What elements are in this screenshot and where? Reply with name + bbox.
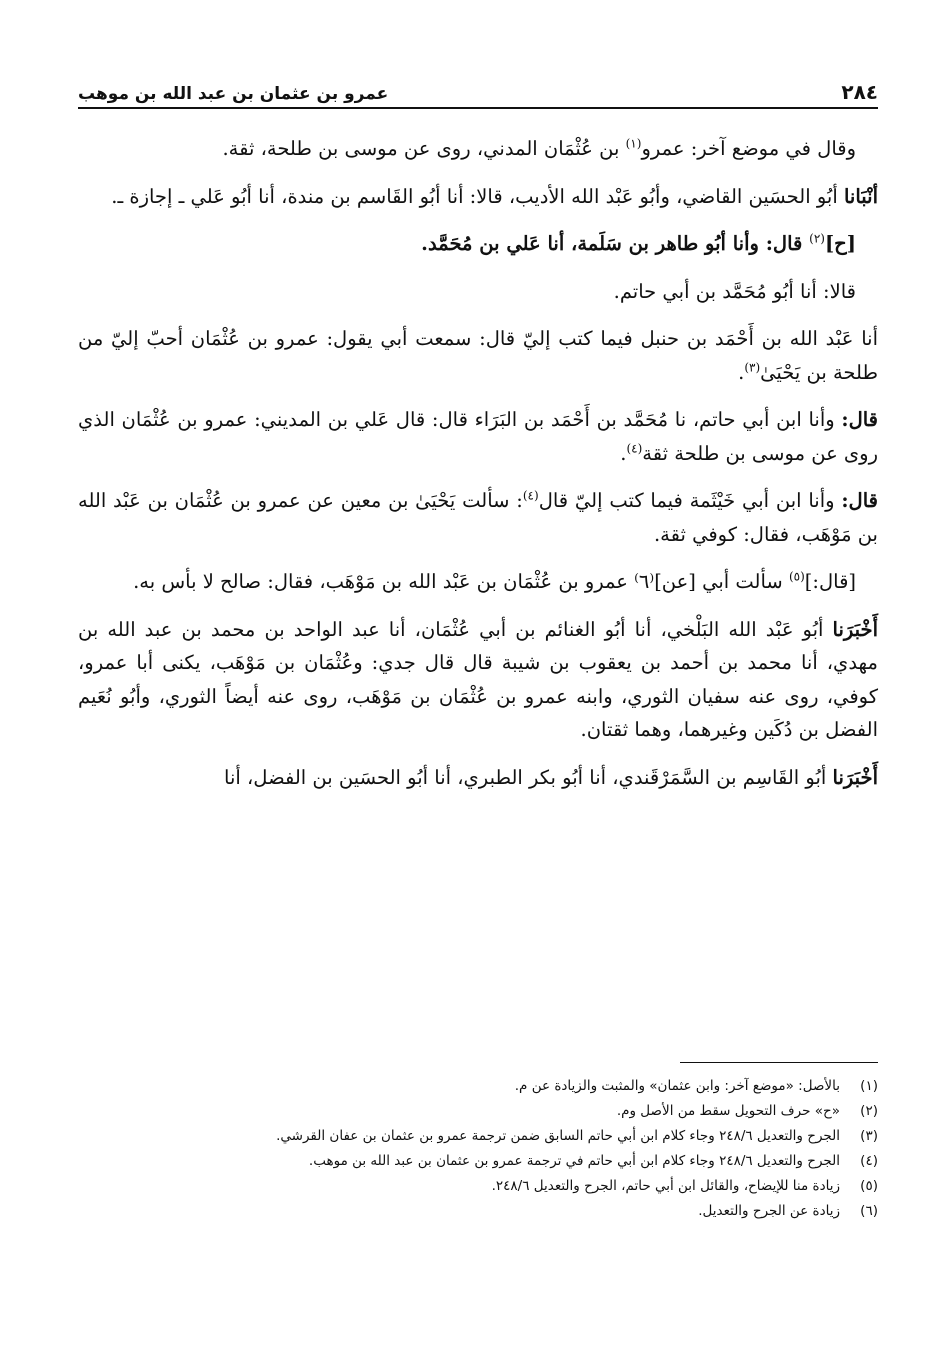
footnotes [78,1074,878,1224]
paragraph [78,761,878,795]
paragraph-tail: . [620,441,627,465]
footnote [78,1174,878,1199]
paragraph-text: وقال في موضع آخر: عمرو [641,137,856,160]
paragraph-tail: قال: وأنا أبُو طاهر بن سَلَمة، أنا عَلي بن مُحَمَّد. [421,232,810,255]
paragraph-text: أنا عَبْد الله بن أَحْمَد بن حنبل فيما كتب إليّ قال: سمعت أبي يقول: عمرو بن عُثْمَان أحبّ إليّ من طلحة بن يَحْيَىٰ [78,327,878,384]
footnote [78,1149,878,1174]
footnote-text: الجرح والتعديل ٢٤٨/٦ وجاء كلام ابن أبي حاتم في ترجمة عمرو بن عثمان بن عبد الله بن موهب. [308,1153,840,1169]
footnote-number: (٢) [860,1103,878,1119]
footnote-marker: (٤) [522,488,539,503]
running-title: عمرو بن عثمان بن عبد الله بن موهب [78,84,389,104]
paragraph-tail: : سألت يَحْيَىٰ بن معين عن عمرو بن عُثْمَان بن عَبْد الله بن مَوْهَب، فقال: كوفي ثقة. [78,489,878,546]
header-divider [78,107,878,109]
footnote-number: (٥) [860,1178,878,1194]
footnote-text: بالأصل: «موضع آخر: وابن عثمان» والمثبت والزيادة عن م. [514,1078,840,1094]
footnote-marker: (٣) [744,360,761,374]
footnote-marker: (٥) [788,569,805,584]
footnote-marker: (٢) [809,231,825,246]
paragraph-text: قالا: أنا أبُو مُحَمَّد بن أبي حاتم. [613,279,856,303]
paragraph [78,227,878,261]
footnote-divider [680,1062,878,1063]
paragraph [78,132,878,166]
footnote-marker: (٤) [626,441,643,455]
paragraph-tail: . [738,360,745,384]
footnote-number: (٤) [860,1153,878,1169]
footnote-text: زيادة عن الجرح والتعديل. [698,1203,840,1219]
paragraph-lead: قال: [841,489,878,512]
paragraph-text: أبُو عَبْد الله البَلْخي، أنا أبُو الغنائم بن أبي عُثْمَان، أنا عبد الواحد بن محمد بن عبد الله بن مهدي، أنا محمد بن أحمد بن يعقوب بن شيبة قال قال جدي: وعُثْمَان بن مَوْهَب، يكنى أبا عمرو، كوفي، روى عنه سفيان الثوري، وابنه عمرو بن عُثْمَان بن مَوْهَب، روى عنه أيضاً الثوري، وأبُو نُعَيم الفضل بن دُكَين وغيرهما، وهما ثقتان. [78,617,878,741]
paragraph-text: أبُو الحسَين القاضي، وأبُو عَبْد الله الأديب، قالا: أنا أبُو القَاسم بن مندة، أنا أبُو عَلي ـ إجازة ـ. [111,184,844,208]
footnote-text: زيادة منا للإيضاح، والقائل ابن أبي حاتم، الجرح والتعديل ٢٤٨/٦. [491,1178,840,1194]
paragraph-tail: بن عُثْمَان المدني، روى عن موسى بن طلحة، ثقة. [222,137,626,160]
paragraph-text: [قال:] [804,570,856,593]
paragraph-text: وأنا ابن أبي حاتم، نا مُحَمَّد بن أَحْمَد بن البَرَاء قال: قال عَلي بن المديني: عمرو بن عُثْمَان الذي روى عن موسى بن طلحة ثقة [78,408,878,465]
paragraph-text: وأنا ابن أبي خَيْثَمة فيما كتب إليّ قال [538,489,842,512]
paragraph [78,613,878,747]
footnote [78,1074,878,1099]
footnote [78,1124,878,1149]
paragraph-text: أبُو القَاسِم بن السَّمَرْقَندي، أنا أبُو بكر الطبري، أنا أبُو الحسَين بن الفضل، أنا [224,765,833,789]
paragraph-lead: أَخْبَرَنا [832,765,878,789]
footnote-number: (٦) [860,1203,878,1219]
footnote-number: (١) [860,1078,878,1094]
paragraph [78,180,878,214]
main-text [78,132,878,808]
paragraph-tail: سألت أبي [عن]⁽٦⁾ عمرو بن عُثْمَان بن عَبْد الله بن مَوْهَب، فقال: صالح لا بأس به. [133,570,789,593]
footnote-marker: (١) [625,136,642,151]
paragraph [78,403,878,470]
footnote-text: الجرح والتعديل ٢٤٨/٦ وجاء كلام ابن أبي حاتم السابق ضمن ترجمة عمرو بن عثمان بن عفان القرشي. [276,1128,840,1144]
paragraph [78,275,878,309]
page-number: ٢٨٤ [841,80,878,104]
paragraph-lead: [ح] [824,232,856,255]
paragraph-lead: أَخْبَرَنا [832,617,878,641]
footnote [78,1199,878,1224]
page-header [78,70,878,104]
footnote-text: «ح» حرف التحويل سقط من الأصل وم. [616,1103,840,1119]
paragraph [78,484,878,551]
footnote [78,1099,878,1124]
paragraph [78,565,878,599]
footnote-number: (٣) [860,1128,878,1144]
paragraph-lead: قال: [841,408,879,431]
paragraph [78,322,878,389]
paragraph-lead: أنْبَانا [843,184,878,208]
